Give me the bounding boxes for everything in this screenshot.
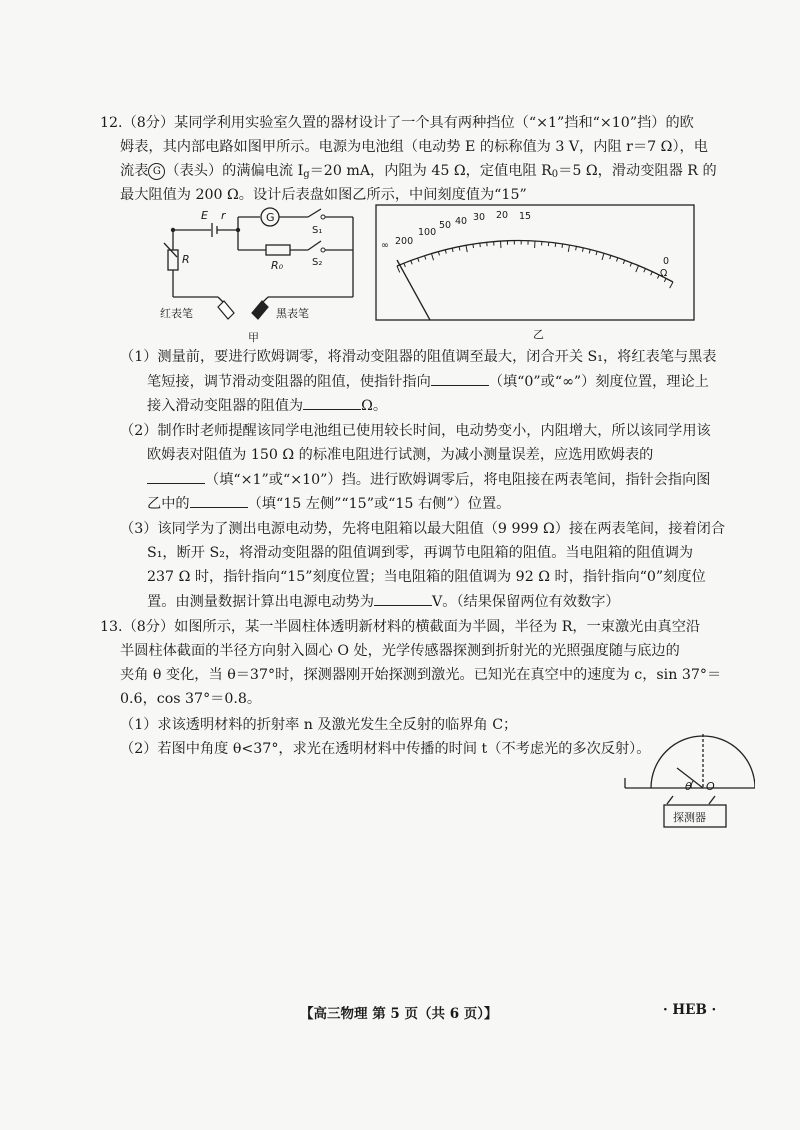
- dial-tick-mark: [466, 245, 467, 252]
- tick-40: 40: [455, 216, 468, 227]
- q12-line-3: [120, 161, 717, 185]
- q12-part3-line-4: [147, 591, 620, 612]
- q12-line-1: 12.（8分）某同学利用实验室久置的器材设计了一个具有两种挡位（“×1”挡和“×10”挡）的欧: [100, 115, 694, 131]
- text: ＝20 mA，内阻为 45 Ω，定值电阻 R: [309, 163, 552, 179]
- answer-blank: [431, 371, 489, 386]
- dial-tick-mark: [589, 249, 590, 253]
- galvanometer-symbol: G: [148, 163, 165, 180]
- text: （填“15 左侧”“15”或“15 右侧”）位置。: [247, 496, 511, 512]
- tick-20: 20: [496, 210, 509, 221]
- text: V。（结果保留两位有效数字）: [432, 594, 620, 610]
- label-R0: R₀: [271, 259, 284, 272]
- q13-line-2: 半圆柱体截面的半径方向射入圆心 O 处，光学传感器探测到折射光的光照强度随与底边的: [120, 643, 680, 659]
- dial-tick-mark: [630, 263, 631, 267]
- tick-50: 50: [439, 220, 452, 231]
- dial-tick-mark: [636, 266, 639, 272]
- dial-tick-mark: [670, 282, 673, 288]
- dial-tick-mark: [616, 258, 617, 262]
- answer-blank: [374, 591, 432, 606]
- dial-tick-mark: [555, 243, 556, 247]
- q12-part2-line-1: （2）制作时老师提醒该同学电池组已使用较长时间，电动势变小，内阻增大，所以该同学用该: [120, 423, 711, 439]
- q12-part1-line-1: （1）测量前，要进行欧姆调零，将滑动变阻器的阻值调至最大，闭合开关 S₁，将红表笔与黑表: [120, 349, 717, 365]
- dial-tick-mark: [459, 247, 460, 251]
- q12-part3-line-1: （3）该同学为了测出电源电动势，先将电阻箱以最大阻值（9 999 Ω）接在两表笔间，接着闭合: [120, 521, 726, 537]
- q13-line-4: 0.6，cos 37°＝0.8。: [120, 691, 262, 707]
- tick-0: 0: [663, 256, 670, 267]
- dial-tick-mark: [425, 256, 426, 260]
- label-detector: 探测器: [673, 811, 706, 824]
- semicircle-figure: [615, 720, 755, 844]
- dial-tick-mark: [596, 251, 597, 255]
- q13-part1: （1）求该透明材料的折射率 n 及激光发生全反射的临界角 C；: [120, 717, 518, 733]
- dial-tick-mark: [623, 260, 624, 264]
- dial-tick-mark: [404, 263, 405, 267]
- ohmmeter-dial-figure-yi: [375, 204, 695, 346]
- footer-page-number: 【高三物理 第 5 页（共 6 页）】: [300, 1006, 498, 1022]
- text: 流表: [120, 163, 149, 179]
- label-O: O: [706, 780, 715, 793]
- label-G: G: [266, 211, 275, 224]
- q12-part3-line-3: 237 Ω 时，指针指向“15”刻度位置；当电阻箱的阻值调为 92 Ω 时，指针指向“0”刻度位: [147, 569, 706, 585]
- tick-100: 100: [418, 227, 437, 238]
- q12-part3-line-2: S₁，断开 S₂，将滑动变阻器的阻值调到零，再调节电阻箱的阻值。当电阻箱的阻值调为: [147, 545, 694, 561]
- subscript: 0: [551, 169, 559, 180]
- label-S1: S₁: [312, 225, 323, 236]
- dial-tick-mark: [397, 266, 400, 272]
- q12-part1-line-2: [147, 371, 709, 392]
- dial-tick-mark: [480, 243, 481, 247]
- dial-tick-mark: [602, 253, 604, 260]
- dial-tick-mark: [432, 254, 434, 261]
- label-E: E: [201, 209, 208, 222]
- text: （填“0”或“∞”）刻度位置，理论上: [488, 374, 709, 390]
- dial-tick-mark: [411, 261, 412, 265]
- label-r: r: [221, 209, 226, 222]
- dial-tick-mark: [610, 255, 611, 259]
- text: Ω。: [361, 398, 388, 414]
- text: （填“×1”或“×10”）挡。进行欧姆调零后，将电阻接在两表笔间，指针会指向图: [205, 472, 711, 488]
- text: （表头）的满偏电流 I: [165, 163, 304, 179]
- tick-infinity: ∞: [381, 240, 389, 251]
- circuit-figure-jia: [148, 205, 368, 349]
- dial-tick-mark: [576, 246, 577, 250]
- dial-tick-mark: [562, 244, 563, 248]
- q12-part2-line-3: [147, 469, 711, 490]
- text: 笔短接，调节滑动变阻器的阻值，使指针指向: [147, 374, 431, 390]
- caption-jia: 甲: [248, 331, 259, 344]
- dial-tick-mark: [418, 258, 419, 262]
- dial-tick-mark: [473, 244, 474, 248]
- answer-blank: [147, 469, 205, 484]
- dial-tick-mark: [568, 245, 569, 252]
- dial-tick-mark: [438, 252, 439, 256]
- text: ＝5 Ω，滑动变阻器 R 的: [558, 163, 717, 179]
- text: 接入滑动变阻器的阻值为: [147, 398, 304, 414]
- label-red-pen: 红表笔: [160, 307, 193, 320]
- answer-blank: [190, 493, 248, 508]
- footer-code: · HEB ·: [663, 1002, 717, 1018]
- text: 置。由测量数据计算出电源电动势为: [147, 594, 375, 610]
- q13-part2: （2）若图中角度 θ<37°，求光在透明材料中传播的时间 t（不考虑光的多次反射）。: [120, 741, 651, 757]
- tick-15: 15: [519, 211, 532, 222]
- q12-line-4: 最大阻值为 200 Ω。设计后表盘如图乙所示，中间刻度值为“15”: [120, 187, 527, 203]
- label-black-pen: 黑表笔: [276, 307, 309, 320]
- q13-line-3: 夹角 θ 变化，当 θ＝37°时，探测器刚开始探测到激光。已知光在真空中的速度为 c，sin 37°＝: [120, 667, 722, 683]
- label-S2: S₂: [312, 257, 323, 268]
- q12-line-2: 姆表，其内部电路如图甲所示。电源为电池组（电动势 E 的标称值为 3 V，内阻 r＝7 Ω），电: [120, 139, 708, 155]
- q12-part1-line-3: [147, 395, 387, 416]
- caption-yi: 乙: [533, 328, 544, 341]
- tick-30: 30: [473, 212, 486, 223]
- unit-ohm: Ω: [660, 268, 668, 279]
- dial-tick-mark: [651, 272, 653, 276]
- dial-tick-mark: [445, 250, 446, 254]
- label-theta: θ: [685, 780, 692, 793]
- q12-part2-line-4: [147, 493, 510, 514]
- label-R: R: [182, 253, 190, 266]
- q13-line-1: 13.（8分）如图所示，某一半圆柱体透明新材料的横截面为半圆，半径为 R，一束激光由真空沿: [100, 619, 701, 635]
- dial-tick-mark: [644, 269, 646, 273]
- tick-200: 200: [395, 236, 414, 247]
- dial-tick-mark: [582, 248, 583, 252]
- q12-part2-line-2: 欧姆表对阻值为 150 Ω 的标准电阻进行试测，为减小测量误差，应选用欧姆表的: [147, 447, 654, 463]
- answer-blank: [303, 395, 361, 410]
- dial-tick-mark: [657, 275, 659, 279]
- subscript: g: [303, 169, 310, 180]
- text: 乙中的: [147, 496, 190, 512]
- dial-tick-mark: [452, 248, 453, 252]
